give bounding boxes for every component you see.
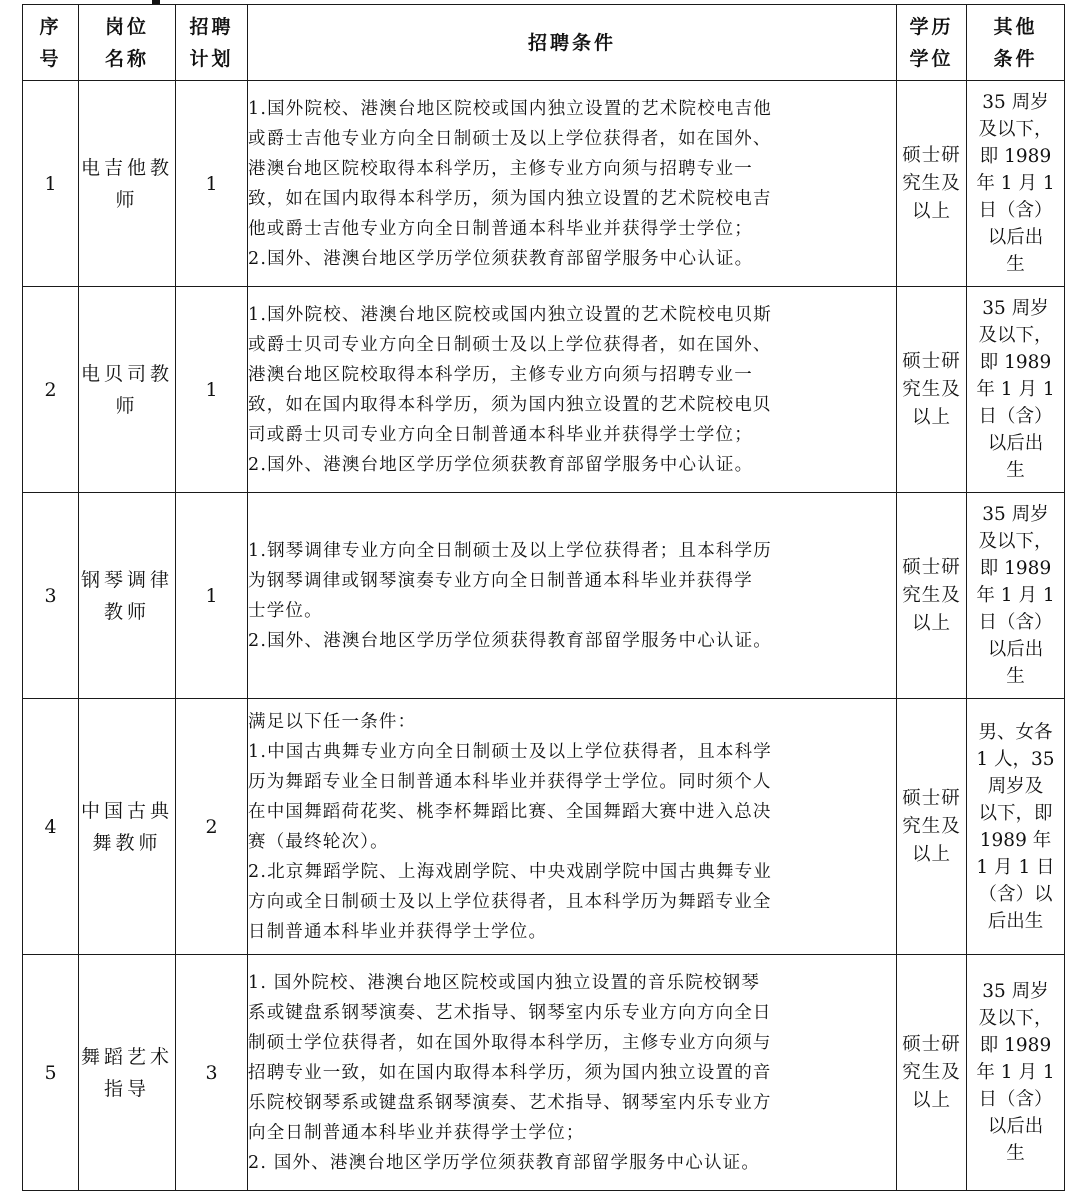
other-condition-line: 1989 年: [979, 829, 1052, 851]
header-conditions: 招聘条件: [248, 5, 897, 81]
other-conditions: [967, 287, 1065, 493]
condition-line: 致，如在国内取得本科学历，须为国内独立设置的艺术院校电吉: [248, 188, 772, 209]
other-condition-line: 35 周岁: [982, 504, 1049, 525]
recruit-conditions: [248, 81, 897, 287]
other-condition-line: 1 人，35: [976, 748, 1055, 770]
recruit-conditions: [248, 287, 897, 493]
other-conditions: [967, 955, 1065, 1191]
education-requirement: 硕士研究生及以上: [897, 81, 967, 287]
condition-line: 方向或全日制硕士及以上学位获得者，且本科学历为舞蹈专业全: [248, 891, 772, 912]
condition-line: 历为舞蹈专业全日制普通本科毕业并获得学士学位。同时须个人: [248, 771, 772, 792]
condition-line: 致，如在国内取得本科学历，须为国内独立设置的艺术院校电贝: [248, 394, 772, 415]
other-condition-line: 生: [1006, 1143, 1025, 1164]
condition-line: 1.中国古典舞专业方向全日制硕士及以上学位获得者，且本科学: [248, 741, 772, 762]
condition-line: 日制普通本科毕业并获得学士学位。: [248, 921, 548, 942]
header-row: [23, 5, 1065, 81]
education-requirement: 硕士研究生及以上: [897, 493, 967, 699]
other-condition-line: 1 月 1 日: [976, 856, 1055, 878]
condition-line: 他或爵士吉他专业方向全日制普通本科毕业并获得学士学位；: [248, 218, 753, 239]
condition-line: 2. 国外、港澳台地区学历学位须获教育部留学服务中心认证。: [248, 1152, 761, 1173]
other-condition-line: 生: [1006, 460, 1025, 481]
recruit-plan-count: 1: [176, 287, 248, 493]
recruit-plan-count: 1: [176, 493, 248, 699]
condition-line: 满足以下任一条件：: [248, 711, 417, 732]
other-condition-line: 以后出: [987, 433, 1044, 454]
other-condition-line: 及以下，: [978, 325, 1053, 346]
row-number: 1: [23, 81, 79, 287]
condition-line: 或爵士吉他专业方向全日制硕士及以上学位获得者，如在国外、: [248, 128, 772, 149]
other-condition-line: 即 1989: [979, 1035, 1052, 1056]
other-condition-line: 年 1 月 1: [976, 585, 1055, 606]
other-condition-line: 35 周岁: [982, 981, 1049, 1002]
education-requirement: 硕士研究生及以上: [897, 699, 967, 955]
other-conditions: [967, 81, 1065, 287]
condition-line: 制硕士学位获得者，如在国外取得本科学历，主修专业方向须与: [248, 1032, 772, 1053]
header-position-name: 岗位 名称: [79, 5, 176, 81]
other-condition-line: 以下，即: [978, 802, 1053, 824]
other-condition-line: 35 周岁: [982, 298, 1049, 319]
other-condition-line: 日（含）: [978, 406, 1053, 427]
other-condition-line: 年 1 月 1: [976, 379, 1055, 400]
header-recruit-plan: 招聘 计划: [176, 5, 248, 81]
other-condition-line: 后出生: [987, 910, 1044, 932]
recruit-plan-count: 3: [176, 955, 248, 1191]
condition-line: 为钢琴调律或钢琴演奏专业方向全日制普通本科毕业并获得学: [248, 570, 753, 591]
other-condition-line: 35 周岁: [982, 92, 1049, 113]
row-number: 4: [23, 699, 79, 955]
position-name: 中国古典舞教师: [79, 699, 176, 955]
table-row: [23, 493, 1065, 699]
condition-line: 1.国外院校、港澳台地区院校或国内独立设置的艺术院校电吉他: [248, 98, 772, 119]
other-condition-line: 日（含）: [978, 1089, 1053, 1110]
recruit-conditions: [248, 493, 897, 699]
other-conditions: [967, 493, 1065, 699]
condition-line: 2.国外、港澳台地区学历学位须获教育部留学服务中心认证。: [248, 454, 754, 475]
other-condition-line: 及以下，: [978, 1008, 1053, 1029]
other-condition-line: 生: [1006, 254, 1025, 275]
recruit-plan-count: 1: [176, 81, 248, 287]
position-name: 钢琴调律教师: [79, 493, 176, 699]
other-condition-line: 日（含）: [978, 200, 1053, 221]
other-condition-line: 周岁及: [987, 775, 1044, 797]
position-name: 电贝司教师: [79, 287, 176, 493]
condition-line: 2.北京舞蹈学院、上海戏剧学院、中央戏剧学院中国古典舞专业: [248, 861, 772, 882]
condition-line: 招聘专业一致，如在国内取得本科学历，须为国内独立设置的音: [248, 1062, 772, 1083]
other-condition-line: 以后出: [987, 227, 1044, 248]
condition-line: 系或键盘系钢琴演奏、艺术指导、钢琴室内乐专业方向方向全日: [248, 1002, 772, 1023]
other-conditions: [967, 699, 1065, 955]
other-condition-line: 以后出: [987, 1116, 1044, 1137]
other-condition-line: 即 1989: [979, 146, 1052, 167]
other-condition-line: 生: [1006, 666, 1025, 687]
other-condition-line: （含）以: [978, 883, 1053, 905]
condition-line: 2.国外、港澳台地区学历学位须获教育部留学服务中心认证。: [248, 248, 754, 269]
row-number: 3: [23, 493, 79, 699]
recruit-plan-count: 2: [176, 699, 248, 955]
condition-line: 在中国舞蹈荷花奖、桃李杯舞蹈比赛、全国舞蹈大赛中进入总决: [248, 801, 772, 822]
condition-line: 1.钢琴调律专业方向全日制硕士及以上学位获得者；且本科学历: [248, 540, 772, 561]
condition-line: 司或爵士贝司专业方向全日制普通本科毕业并获得学士学位；: [248, 424, 753, 445]
condition-line: 港澳台地区院校取得本科学历，主修专业方向须与招聘专业一: [248, 158, 753, 179]
other-condition-line: 年 1 月 1: [976, 173, 1055, 194]
other-condition-line: 即 1989: [979, 558, 1052, 579]
other-condition-line: 年 1 月 1: [976, 1062, 1055, 1083]
table-row: [23, 955, 1065, 1191]
row-number: 5: [23, 955, 79, 1191]
condition-line: 或爵士贝司专业方向全日制硕士及以上学位获得者，如在国外、: [248, 334, 772, 355]
position-name: 舞蹈艺术指导: [79, 955, 176, 1191]
condition-line: 1. 国外院校、港澳台地区院校或国内独立设置的音乐院校钢琴: [248, 972, 761, 993]
table-row: [23, 287, 1065, 493]
education-requirement: 硕士研究生及以上: [897, 955, 967, 1191]
table-row: [23, 81, 1065, 287]
condition-line: 赛（最终轮次）。: [248, 831, 389, 852]
other-condition-line: 即 1989: [979, 352, 1052, 373]
other-condition-line: 以后出: [987, 639, 1044, 660]
other-condition-line: 男、女各: [978, 721, 1053, 743]
condition-line: 乐院校钢琴系或键盘系钢琴演奏、艺术指导、钢琴室内乐专业方: [248, 1092, 772, 1113]
condition-line: 向全日制普通本科毕业并获得学士学位；: [248, 1122, 585, 1143]
condition-line: 士学位。: [248, 600, 323, 621]
condition-line: 2.国外、港澳台地区学历学位须获得教育部留学服务中心认证。: [248, 630, 772, 651]
other-condition-line: 及以下，: [978, 119, 1053, 140]
header-no: 序 号: [23, 5, 79, 81]
recruit-conditions: [248, 699, 897, 955]
recruitment-table: [22, 4, 1065, 1191]
condition-line: 1.国外院校、港澳台地区院校或国内独立设置的艺术院校电贝斯: [248, 304, 772, 325]
recruit-conditions: [248, 955, 897, 1191]
other-condition-line: 及以下，: [978, 531, 1053, 552]
condition-line: 港澳台地区院校取得本科学历，主修专业方向须与招聘专业一: [248, 364, 753, 385]
education-requirement: 硕士研究生及以上: [897, 287, 967, 493]
table-row: [23, 699, 1065, 955]
header-education: 学历 学位: [897, 5, 967, 81]
other-condition-line: 日（含）: [978, 612, 1053, 633]
row-number: 2: [23, 287, 79, 493]
header-other-conditions: 其他 条件: [967, 5, 1065, 81]
position-name: 电吉他教师: [79, 81, 176, 287]
